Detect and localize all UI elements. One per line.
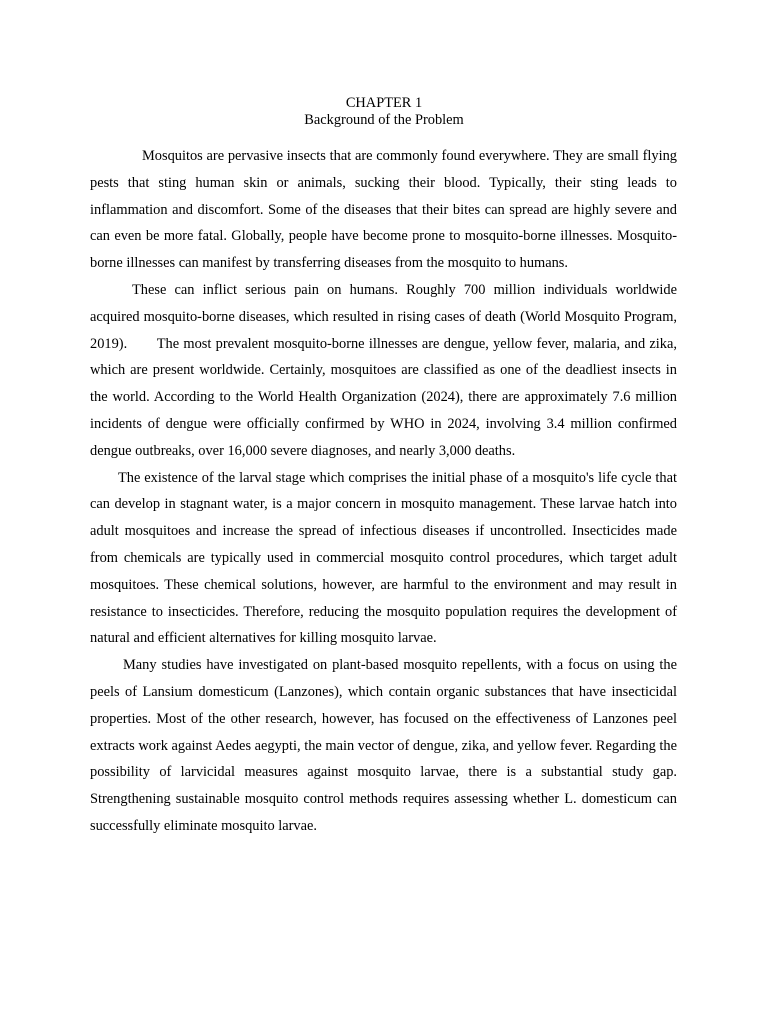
- paragraph: These can inflict serious pain on humans. Roughly 700 million individuals worldwide acquired mosquito-borne diseases, which resulted in rising cases of death (World Mosquito Program, 2019). The most prevalent mosquito-borne illnesses are dengue, yellow fever, malaria, and zika, which are present worldwide. Certainly, mosquitoes are classified as one of the deadliest insects in the world. According to the World Health Organization (2024), there are approximately 7.6 million incidents of dengue were officially confirmed by WHO in 2024, involving 3.4 million confirmed dengue outbreaks, over 16,000 severe diagnoses, and nearly 3,000 deaths.: [90, 281, 681, 459]
- paragraph: The existence of the larval stage which comprises the initial phase of a mosquito's life cycle that can develop in stagnant water, is a major concern in mosquito management. These larvae hatch into adult mosquitoes and increase the spread of infectious diseases if uncontrolled. Insecticides made from chemicals are typically used in commercial mosquito control procedures, which target adult mosquitoes. These chemical solutions, however, are harmful to the environment and may result in resistance to insecticides. Therefore, reducing the mosquito population requires the development of natural and efficient alternatives for killing mosquito larvae.: [90, 469, 681, 647]
- chapter-heading: CHAPTER 1: [345, 95, 423, 111]
- paragraph: Mosquitos are pervasive insects that are commonly found everywhere. They are small flying pests that sting human skin or animals, sucking their blood. Typically, their sting leads to inflammation and discomfort. Some of the diseases that their bites can spread are highly severe and can even be more fatal. Globally, people have become prone to mosquito-borne illnesses. Mosquito-borne illnesses can manifest by transferring diseases from the mosquito to humans.: [90, 148, 681, 272]
- body-text: [90, 143, 681, 840]
- section-title: Background of the Problem: [304, 112, 464, 128]
- paragraph: Many studies have investigated on plant-based mosquito repellents, with a focus on using the peels of Lansium domesticum (Lanzones), which contain organic substances that have insecticidal properties. Most of the other research, however, has focused on the effectiveness of Lanzones peel extracts work against Aedes aegypti, the main vector of dengue, zika, and yellow fever. Regarding the possibility of larvicidal measures against mosquito larvae, there is a substantial study gap. Strengthening sustainable mosquito control methods requires assessing whether L. domesticum can successfully eliminate mosquito larvae.: [90, 657, 681, 834]
